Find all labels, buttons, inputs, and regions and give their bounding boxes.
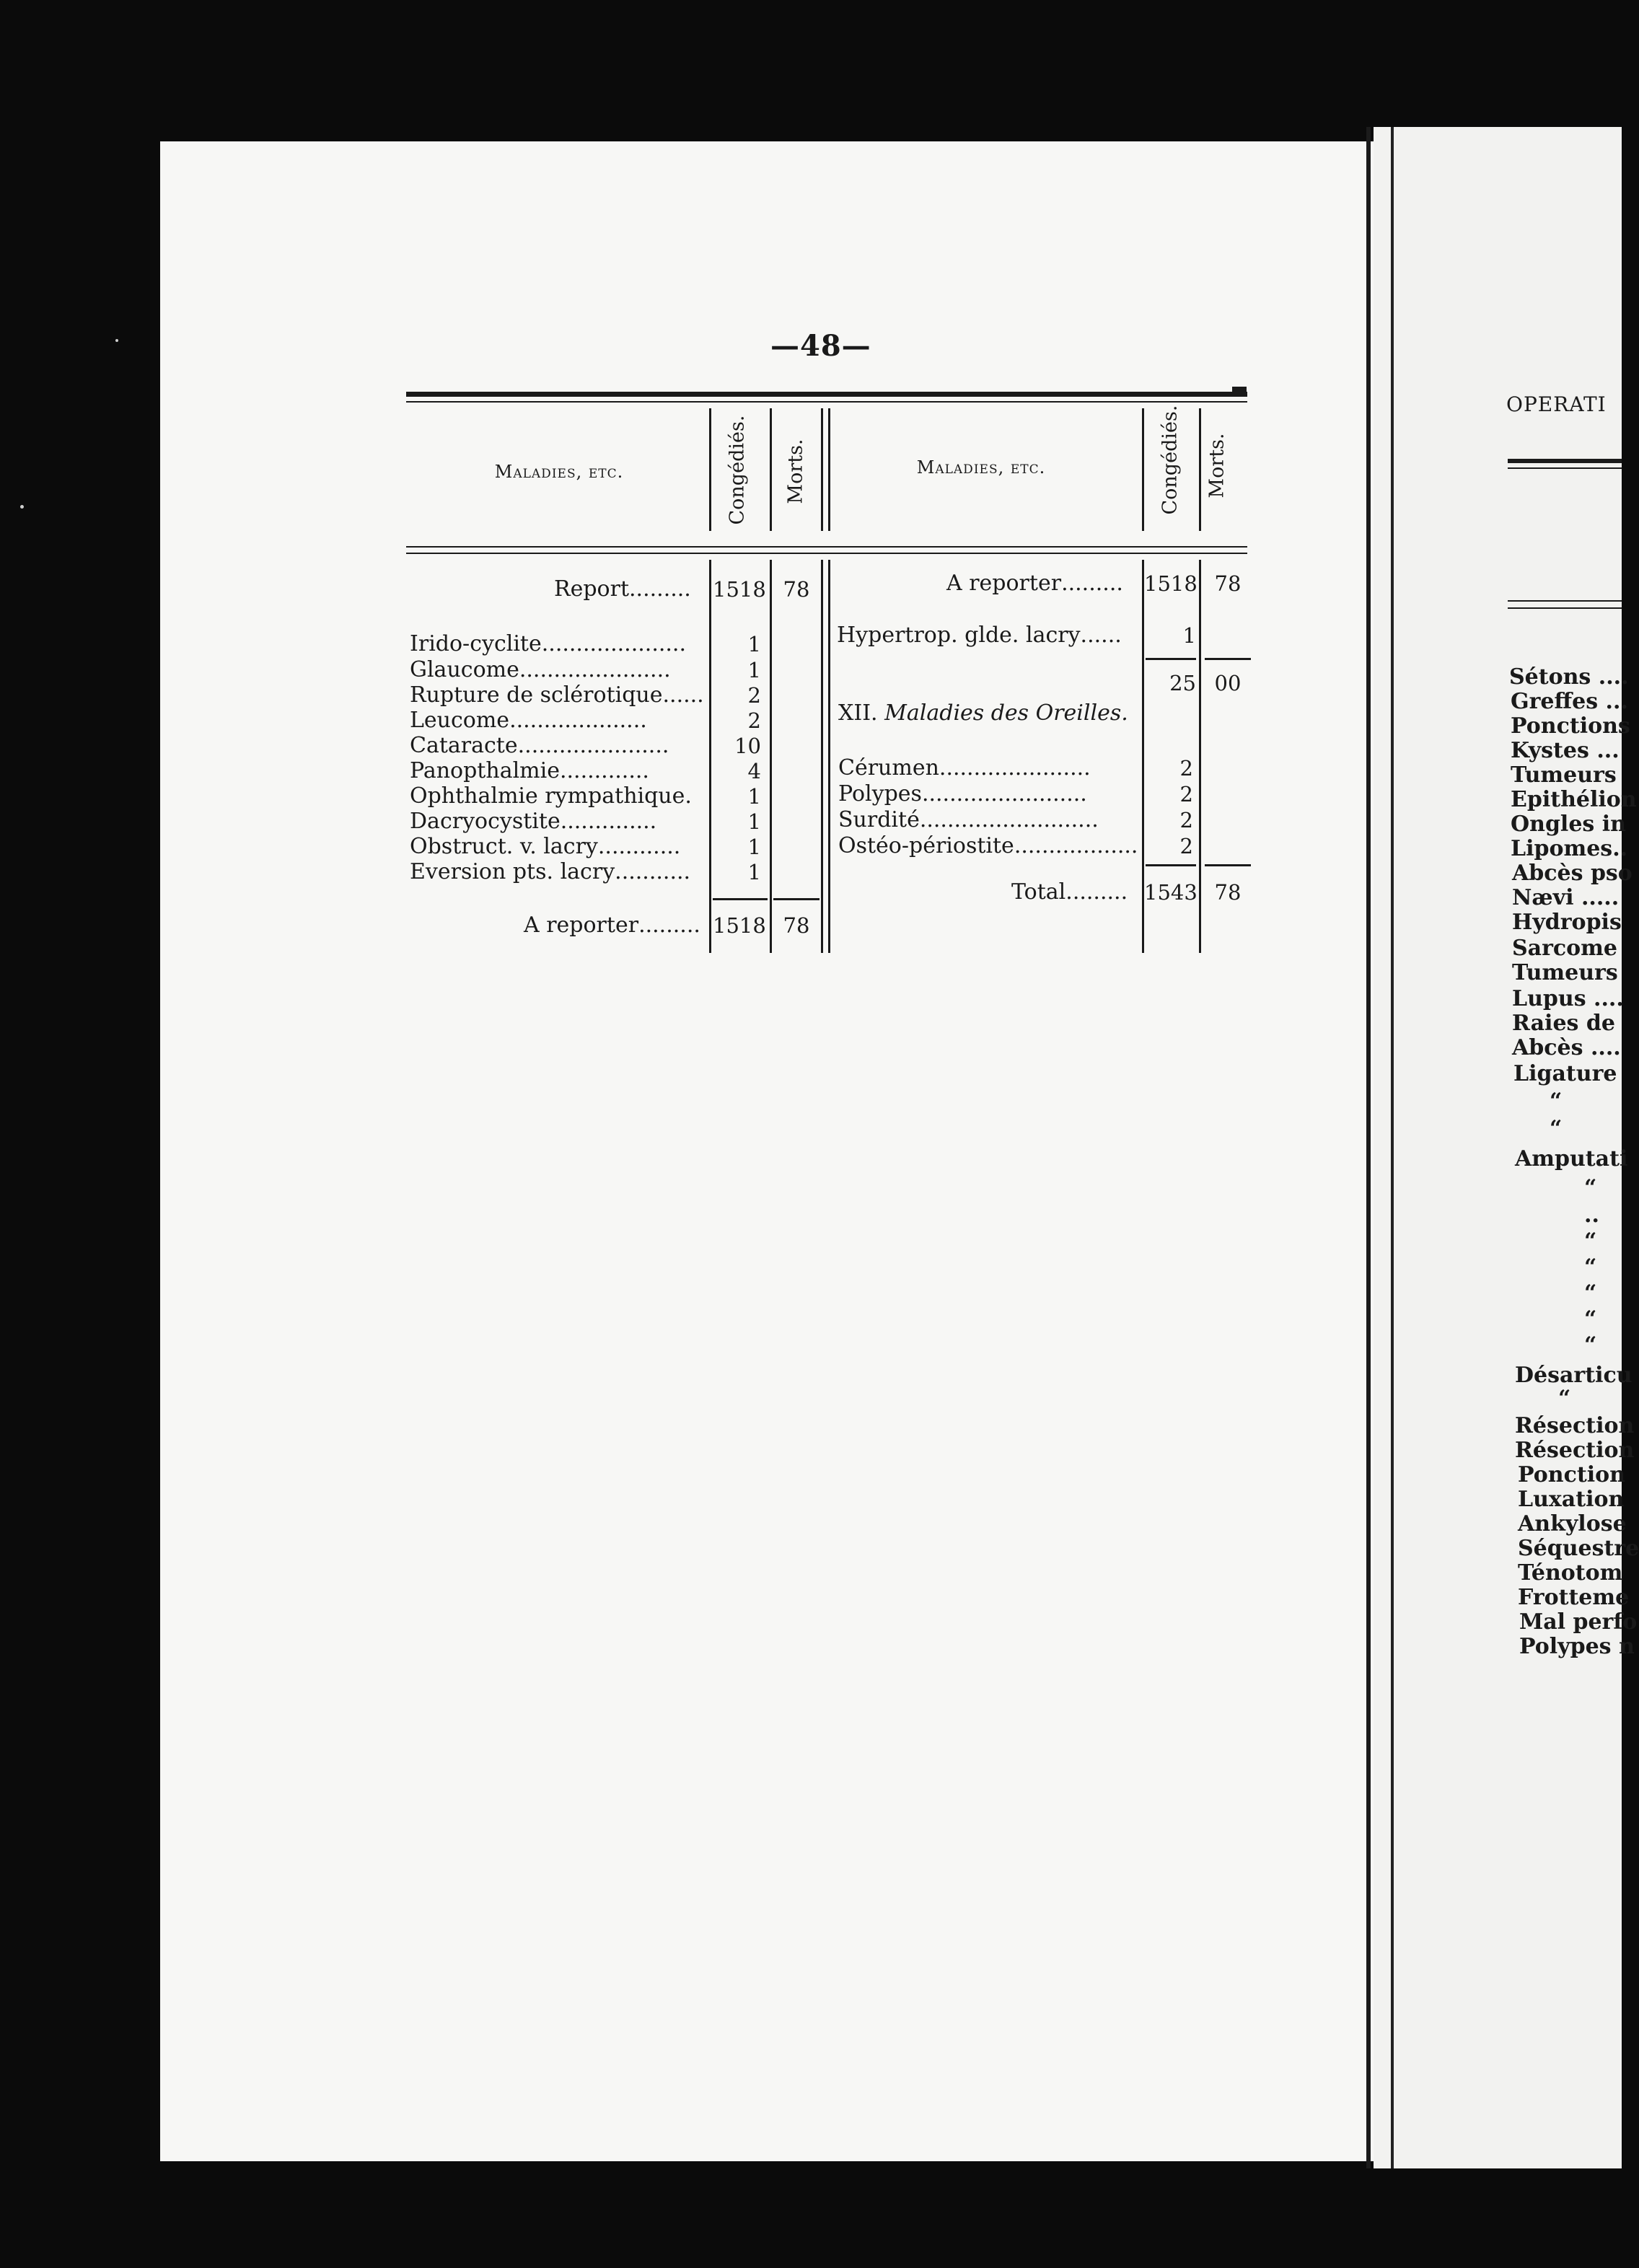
table-row-label [410,708,647,733]
facing-item-label: Kystes ... [1511,738,1620,763]
section-number: XII. [838,700,878,726]
dot-leader: ............ [597,834,681,859]
facing-item-label: Sétons .... [1509,664,1629,690]
table-row-label [838,834,1138,858]
right-hyper-conges: 1 [1182,623,1196,648]
facing-item-label: Ligature [1513,1061,1617,1086]
table-row-label [410,683,704,708]
row-conges-value: 1 [747,784,761,809]
facing-item-label: Ténotom [1518,1560,1623,1586]
row-conges-value: 2 [747,708,761,733]
table-row-label [410,734,669,758]
facing-item-label: “ [1584,1332,1597,1358]
facing-item-label: “ [1584,1306,1597,1332]
facing-item-label: .. [1584,1203,1599,1228]
left-report-row [554,577,691,602]
facing-rule [1508,607,1622,609]
table-top-rule-thick [406,392,1247,397]
facing-item-label: Polypes n [1519,1634,1635,1659]
left-sum-rule [773,898,820,900]
col-rule [828,408,830,531]
facing-page-edge [1391,127,1394,2168]
right-total-label: Total [1011,879,1066,905]
facing-item-label: Tumeurs [1512,960,1618,985]
table-row-label [410,658,671,682]
right-hyper-label: Hypertrop. glde. lacry [837,623,1081,648]
facing-item-label: Lipomes.. [1511,836,1628,861]
row-conges-value: 1 [747,809,761,834]
row-conges-value: 1 [747,860,761,884]
header-rule-2 [406,553,1247,554]
facing-item-label: Epithélion [1511,787,1637,812]
row-conges-value: 2 [1179,782,1193,806]
facing-item-label: Amputati [1515,1146,1628,1172]
right-header-morts: Morts. [1205,433,1229,498]
facing-item-label: Greffes ... [1511,689,1628,714]
row-label-text: Irido-cyclite [410,631,542,656]
row-conges-value: 1 [747,632,761,656]
dot-leader: .......................... [919,807,1099,832]
col-rule [709,560,711,953]
facing-item-label: “ [1584,1175,1597,1200]
table-row-label [838,808,1099,832]
col-rule [770,560,772,953]
row-label-text: Panopthalmie [410,758,560,783]
left-report-morts: 78 [783,577,810,602]
facing-item-label: Ongles in [1511,812,1626,837]
row-label-text: Polypes [838,781,922,806]
row-label-text: Ophthalmie rympathique. [410,783,692,809]
dot-leader: ...................... [519,657,671,682]
row-conges-value: 4 [747,759,761,783]
dot-leader: ......... [1061,571,1123,596]
facing-rule [1508,459,1622,463]
row-conges-value: 10 [734,734,761,758]
dot-leader: ...................... [517,733,669,758]
left-sum-rule [713,898,768,900]
facing-item-label: Ponction [1518,1462,1625,1487]
dot-leader: ......... [1065,879,1128,905]
facing-item-label: Ponctions [1511,713,1630,739]
row-label-text: Cérumen [838,755,939,781]
right-subtotal-morts: 00 [1214,671,1242,695]
right-areporter-morts: 78 [1214,571,1242,596]
row-label-text: Leucome [410,708,510,733]
col-rule [821,560,823,953]
dot-leader: ...... [662,682,704,708]
dot-leader: ..................... [541,631,687,656]
header-rule-1 [406,546,1247,548]
facing-item-label: “ [1584,1280,1597,1306]
facing-item-label: “ [1550,1116,1563,1141]
right-areporter-row [946,571,1123,596]
facing-item-label: “ [1558,1386,1571,1411]
dot-leader: .................. [1014,833,1138,858]
page-number: —48— [770,329,871,363]
dot-leader: ........................ [921,781,1087,806]
facing-item-label: Abcès .... [1512,1035,1621,1060]
left-page [160,141,1374,2161]
row-conges-value: 2 [1179,834,1193,858]
row-label-text: Eversion pts. lacry [410,859,615,884]
row-label-text: Dacryocystite [410,809,561,834]
left-header-maladies: Maladies, etc. [494,462,624,482]
table-row-label [410,759,649,783]
right-total-rule [1205,864,1251,866]
table-row-label [838,756,1091,781]
right-subtotal-rule [1205,658,1251,660]
row-label-text: Ostéo-périostite [838,833,1014,858]
facing-item-label: Résection [1515,1438,1635,1463]
col-rule [1199,408,1201,531]
dot-leader: ......... [638,913,700,938]
table-row-label [410,784,692,809]
right-header-conges: Congédiés. [1159,405,1182,515]
col-rule [828,560,830,953]
dot-leader: .................... [509,708,647,733]
left-areporter-row [524,913,700,938]
facing-item-label: Frotteme [1518,1585,1630,1610]
facing-item-label: Sarcome [1512,936,1618,961]
dot-leader: .............. [560,809,657,834]
left-report-conges: 1518 [713,577,766,602]
right-total-conges: 1543 [1144,880,1198,905]
facing-item-label: “ [1584,1254,1597,1280]
row-label-text: Obstruct. v. lacry [410,834,598,859]
scan-speck [20,505,24,509]
left-areporter-morts: 78 [783,913,810,938]
right-section-heading [838,701,1128,726]
right-total-row [1011,880,1128,905]
right-areporter-conges: 1518 [1144,571,1198,596]
table-top-rule-thin [406,401,1247,403]
section-title: Maladies des Oreilles. [884,700,1128,726]
facing-item-label: “ [1584,1228,1597,1254]
right-header-maladies: Maladies, etc. [916,457,1046,478]
table-row-label [838,782,1087,806]
facing-item-label: Désarticu [1515,1363,1633,1388]
facing-item-label: Tumeurs [1511,762,1617,788]
facing-item-label: Hydropis [1512,910,1622,935]
table-row-label [410,860,690,884]
right-subtotal-conges: 25 [1169,671,1196,695]
dot-leader: ........... [615,859,691,884]
col-rule [709,408,711,531]
facing-item-label: Nævi ..... [1512,885,1620,910]
row-conges-value: 1 [747,835,761,859]
scan-speck [115,339,118,342]
row-conges-value: 2 [747,683,761,708]
facing-item-label: Ankylose [1518,1511,1627,1537]
facing-item-label: Abcès pso [1512,861,1633,886]
row-label-text: Glaucome [410,657,519,682]
facing-item-label: “ [1550,1089,1563,1114]
row-conges-value: 2 [1179,808,1193,832]
facing-item-label: Lupus .... [1512,986,1624,1011]
table-row-label [410,809,656,834]
row-label-text: Cataracte [410,733,518,758]
facing-item-label: Résection [1515,1413,1635,1438]
facing-page-title: OPERATI [1506,392,1607,416]
left-areporter-label: A reporter [524,913,639,938]
row-label-text: Rupture de sclérotique [410,682,663,708]
col-rule [1142,408,1144,531]
dot-leader: ...................... [939,755,1091,781]
right-total-morts: 78 [1214,880,1242,905]
col-rule [1199,560,1201,953]
dot-leader: ............. [559,758,649,783]
facing-item-label: Séquestre [1518,1536,1639,1561]
row-label-text: Surdité [838,807,920,832]
left-areporter-conges: 1518 [713,913,766,938]
facing-item-label: Raies de [1512,1011,1615,1036]
facing-rule [1508,600,1622,602]
row-conges-value: 2 [1179,756,1193,781]
table-row-label [410,632,686,656]
table-row-label [410,835,680,859]
left-header-conges: Congédiés. [726,415,749,525]
page-gutter [1366,127,1371,2168]
facing-item-label: Luxation [1518,1487,1625,1512]
right-subtotal-rule [1146,658,1196,660]
right-total-rule [1146,864,1196,866]
table-top-rule-end [1232,387,1247,397]
col-rule [770,408,772,531]
dot-leader: ......... [629,576,691,602]
right-hyper-row [837,623,1122,648]
col-rule [821,408,823,531]
dot-leader: ...... [1080,623,1122,648]
right-areporter-label: A reporter [946,571,1062,596]
facing-rule [1508,467,1622,469]
facing-item-label: Mal perfo [1519,1609,1638,1635]
row-conges-value: 1 [747,658,761,682]
left-header-morts: Morts. [784,439,807,504]
left-report-label: Report [554,576,630,602]
